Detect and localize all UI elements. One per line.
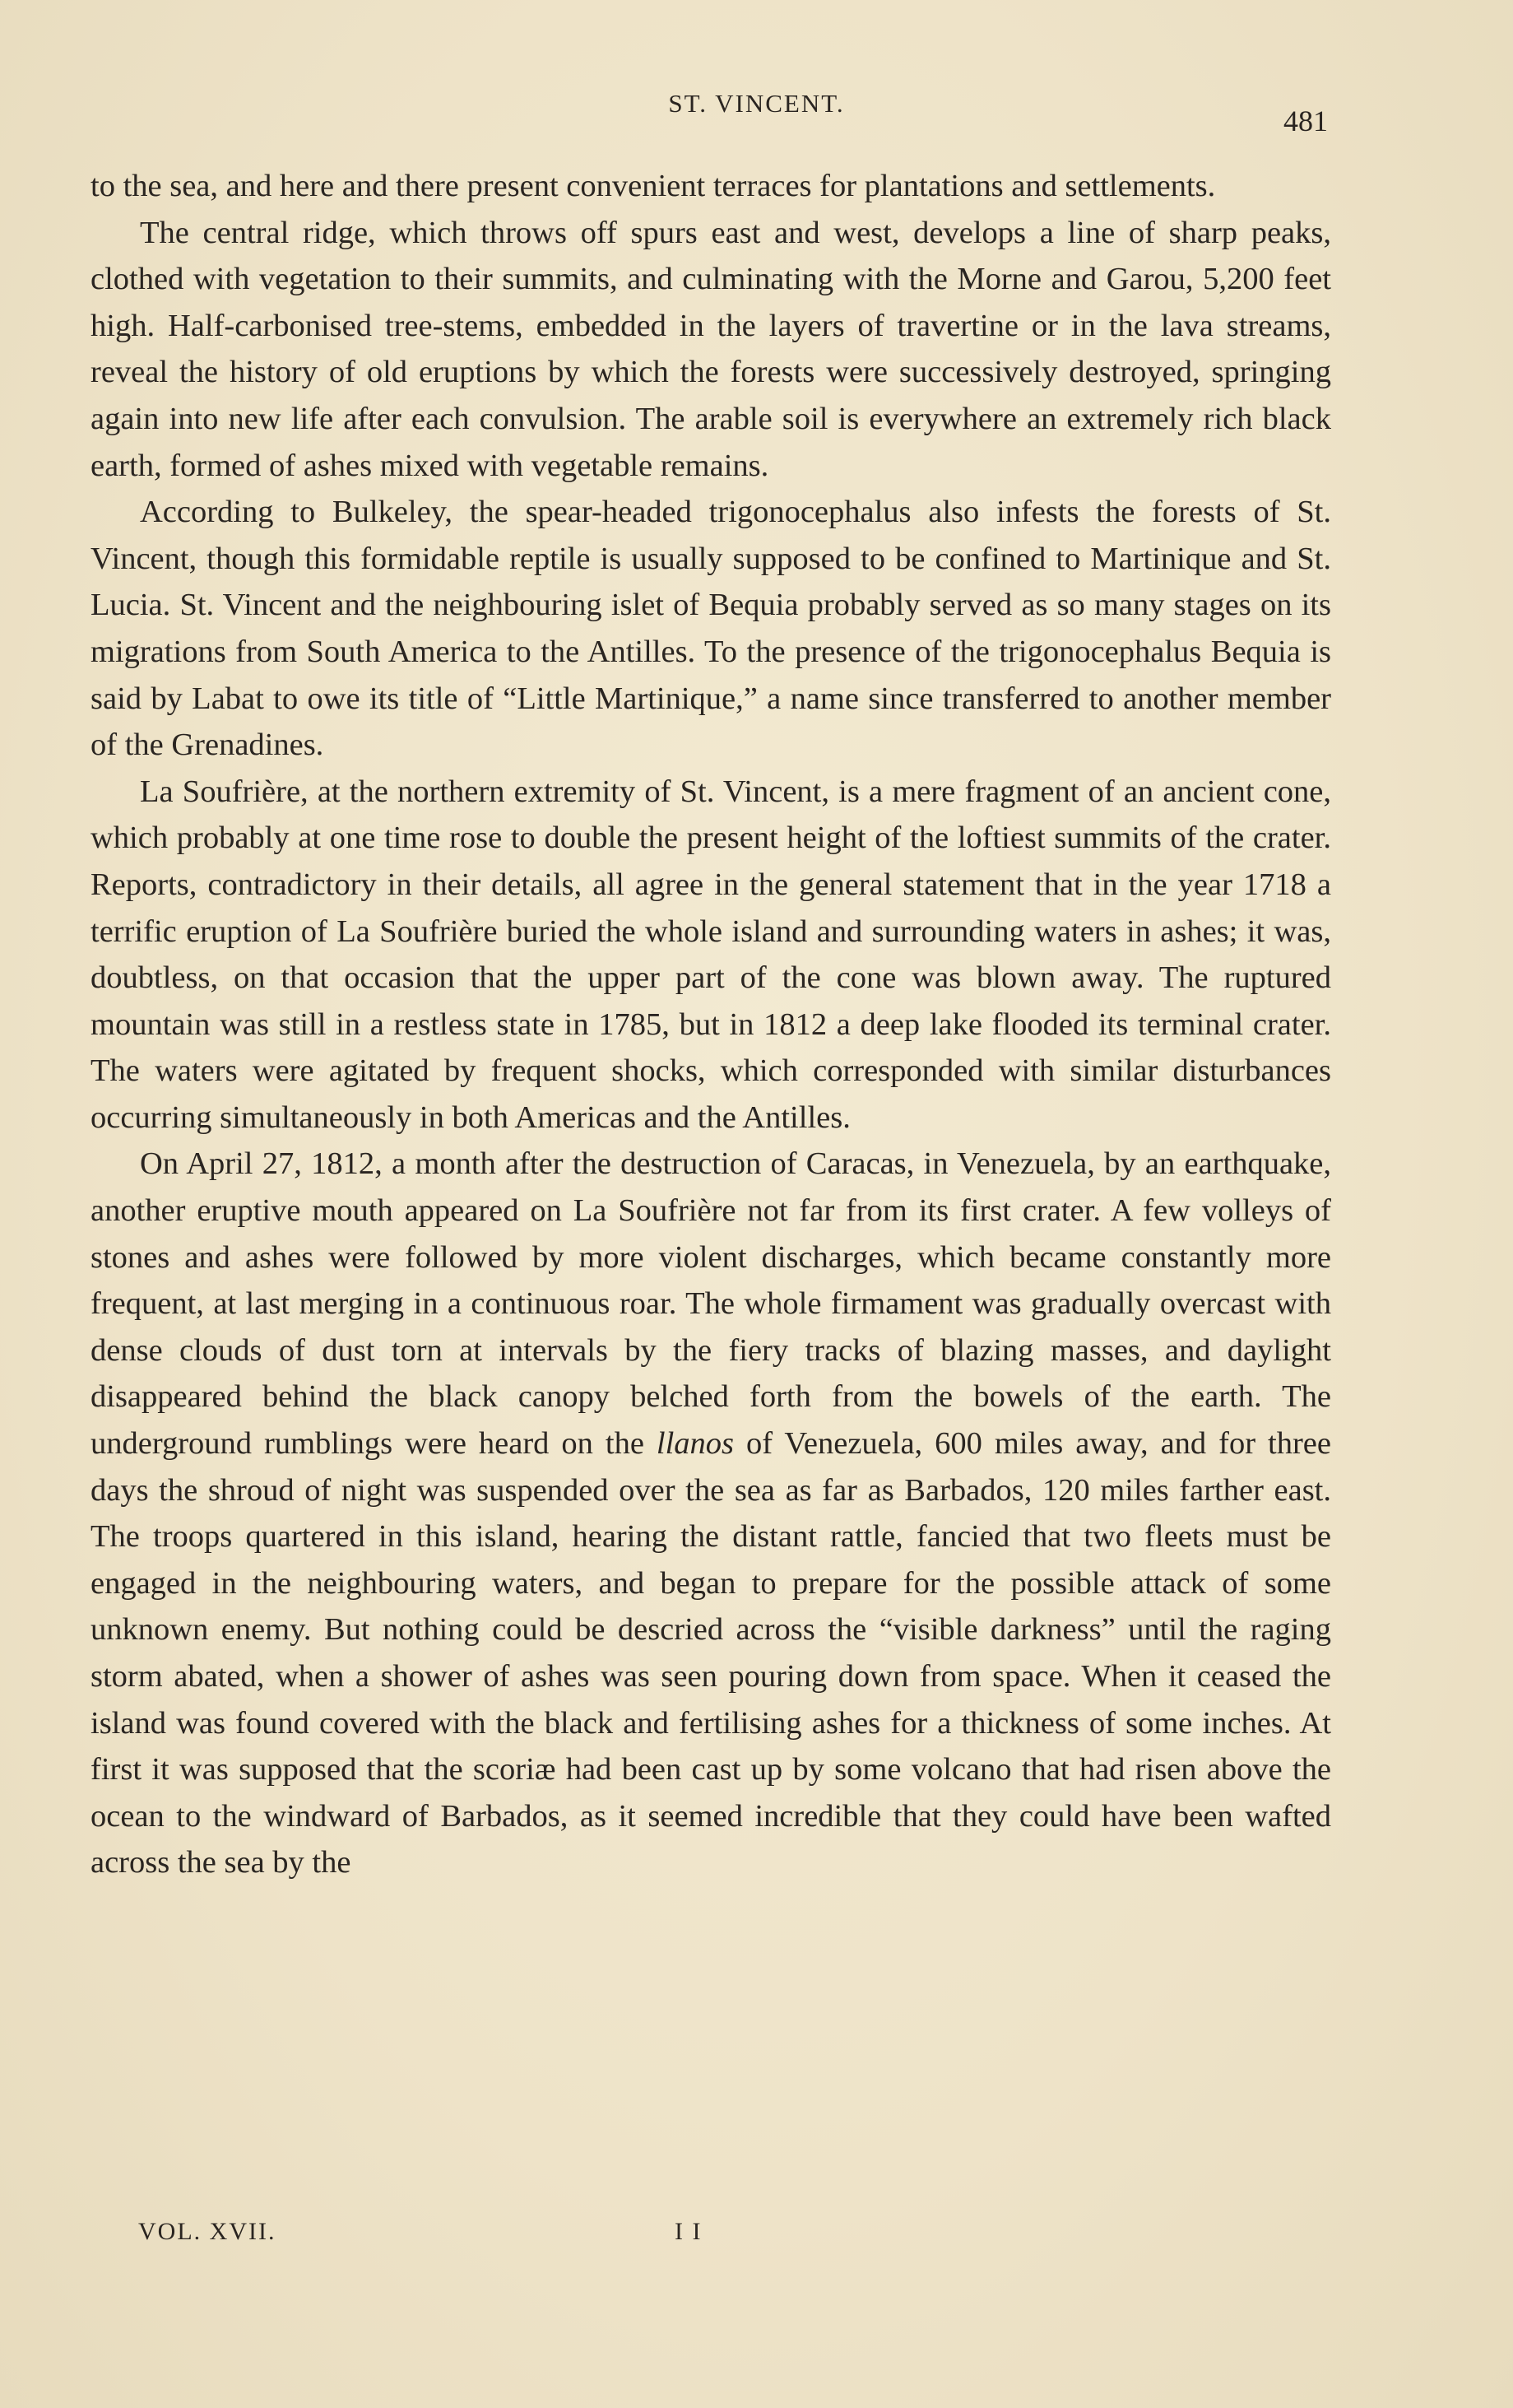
italic-llanos: llanos <box>656 1426 735 1462</box>
volume-label: VOL. XVII. <box>138 2218 276 2245</box>
page-footer <box>0 2218 1513 2251</box>
paragraph-trigonocephalus: According to Bulkeley, the spear-headed trigonocephalus also infests the forests of St. Vincent, though this formidable reptile is usually supposed to be confined to Martinique and St. Lucia. St. Vincent and the neighbouring islet of Bequia probably served as so many stages on its migrations from South America to the Antilles. To the presence of the trigonocephalus Bequia is said by Labat to owe its title of “Little Martinique,” a name since transferred to another member of the Grenadines. <box>91 495 1331 763</box>
running-head: ST. VINCENT. <box>668 89 845 118</box>
signature-mark: I I <box>675 2218 703 2245</box>
paragraph-central-ridge: The central ridge, which throws off spurs east and west, develops a line of sharp peaks, clothed with vegetation to their summits, and culminating with the Morne and Garou, 5,200 feet high. Half-carbonised tree-stems, embedded in the layers of travertine or in the lava streams, reveal the history of old eruptions by which the forests were successively destroyed, springing again into new life after each convulsion. The arable soil is everywhere an extremely rich black earth, formed of ashes mixed with vegetable remains. <box>91 215 1331 483</box>
page-number: 481 <box>1283 105 1328 137</box>
paragraph-eruption-1812 <box>91 1141 1331 1886</box>
paragraph-la-soufriere: La Soufrière, at the northern extremity of St. Vincent, is a mere fragment of an ancient cone, which probably at one time rose to double the present height of the loftiest summits of the crater. Reports, contradictory in their details, all agree in the general statement that in the year 1718 a terrific eruption of La Soufrière buried the whole island and surrounding waters in ashes; it was, doubtless, on that occasion that the upper part of the cone was blown away. The ruptured mountain was still in a restless state in 1785, but in 1812 a deep lake flooded its terminal crater. The waters were agitated by frequent shocks, which corresponded with similar disturbances occurring simultaneously in both Americas and the Antilles. <box>91 774 1331 1135</box>
body-text <box>91 163 1331 1886</box>
paragraph-eruption-text-b: of Venezuela, 600 miles away, and for three days the shroud of night was suspended over the sea as far as Barbados, 120 miles farther east. The troops quartered in this island, hearing the distant rattle, fancied that two fleets must be engaged in the neighbouring waters, and began to prepare for the possible attack of some unknown enemy. But nothing could be descried across the “visible darkness” until the raging storm abated, when a shower of ashes was seen pouring down from space. When it ceased the island was found covered with the black and fertilising ashes for a thickness of some inches. At first it was supposed that the scoriæ had been cast up by some volcano that had risen above the ocean to the windward of Barbados, as it seemed incredible that they could have been wafted across the sea by the <box>91 1426 1331 1880</box>
paragraph-eruption-text-a: On April 27, 1812, a month after the destruction of Caracas, in Venezuela, by an earthquake, another eruptive mouth appeared on La Soufrière not far from its first crater. A few volleys of stones and ashes were followed by more violent discharges, which became constantly more frequent, at last merging in a continuous roar. The whole firmament was gradually overcast with dense clouds of dust torn at intervals by the fiery tracks of blazing masses, and daylight disappeared behind the black canopy belched forth from the bowels of the earth. The underground rumblings were heard on the <box>91 1146 1331 1462</box>
paragraph-continued: to the sea, and here and there present convenient terraces for plantations and settlements. <box>91 169 1216 203</box>
